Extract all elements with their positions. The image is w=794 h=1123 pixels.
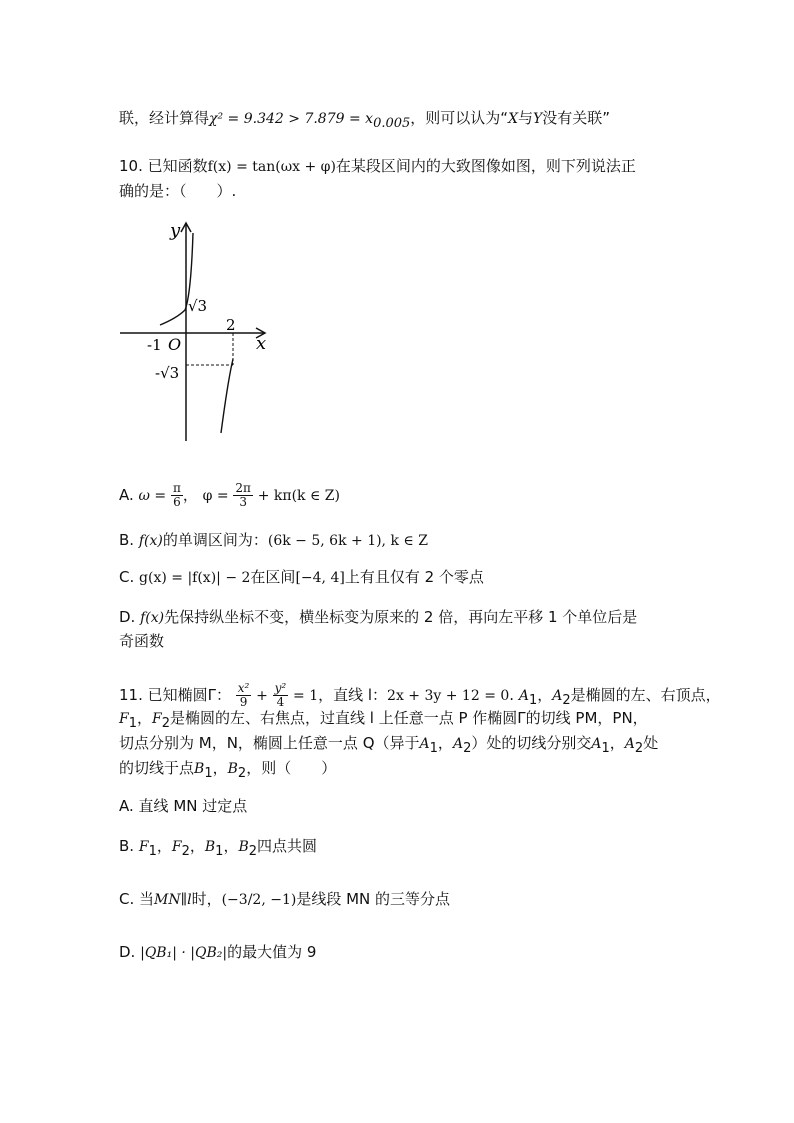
option-letter: A. — [119, 486, 134, 504]
q9-prefix: 联，经计算得 — [119, 109, 210, 127]
sub-1: 1 — [429, 741, 438, 756]
option-c-text1: 在区间 — [250, 568, 296, 586]
q11-stem-line1: 11. 已知椭圆Γ： $\frac{\text{x²}}{9}$ + $\frac{\text{y²}}{4}$ = 1，直线 l：2x + 3y + 12 = 0. $A_1$，$A_2$是椭圆的左、右顶点， — [119, 681, 721, 709]
line-text: ，直线 l： — [318, 686, 388, 704]
omega-label: ω = — [138, 488, 167, 504]
sub-1: 1 — [215, 844, 224, 859]
chi-square-expression: $\chi^2 = 9.342 > 7.879 = x_{0.005}$ — [209, 111, 411, 131]
point-f2: F — [171, 839, 182, 855]
q10-function: f(x) = tan(ωx + φ) — [207, 159, 336, 175]
q10-stem-line2 — [119, 181, 236, 201]
equals-one: = 1 — [293, 688, 319, 704]
q11-text4b: ，则（ ） — [246, 759, 337, 777]
option-d-text1: 先保持纵坐标不变，横坐标变为原来的 2 倍，再向左平移 1 个单位后是 — [164, 608, 638, 626]
option-c-text2: 时， — [191, 890, 222, 908]
q10-number: 10. 已知函数 — [119, 157, 208, 175]
neg-sqrt3-label: -√3 — [155, 364, 180, 382]
line-equation: 2x + 3y + 12 = 0 — [387, 688, 510, 704]
option-c-condition: MN∥l — [154, 892, 192, 908]
option-c-point: (−3/2, −1) — [221, 892, 297, 908]
point-a2: A — [552, 688, 563, 704]
sub-2: 2 — [634, 741, 644, 756]
point-a1: A — [518, 688, 529, 704]
q11-stem-line3: 切点分别为 M，N，椭圆上任意一点 Q（异于$A_1$，$A_2$）处的切线分别交$A_1$，$A_2$处 — [119, 734, 659, 756]
option-letter: D. — [119, 943, 136, 961]
option-letter: A. — [119, 797, 134, 815]
point-b1: B — [194, 761, 205, 777]
option-d-text2: 奇函数 — [119, 632, 165, 650]
q11-text2: 是椭圆的左、右焦点，过直线 l 上任意一点 P 作椭圆Γ的切线 PM，PN， — [170, 709, 648, 727]
q11-text1-end: 是椭圆的左、右顶点， — [570, 686, 721, 704]
ellipse-x-term: $\frac{\text{x²}}{9}$ — [237, 681, 250, 709]
q9-suffix: ，则可以认为“ — [410, 109, 509, 127]
q11-text4a: 的切线于点 — [119, 759, 195, 777]
option-c-function: g(x) = |f(x)| − 2 — [139, 570, 251, 586]
sub-2: 2 — [161, 716, 171, 731]
option-d-text: 的最大值为 9 — [227, 943, 317, 961]
q10-option-b — [119, 530, 428, 551]
q10-option-a — [119, 482, 340, 509]
option-c-interval: [−4, 4] — [295, 570, 345, 586]
point-a1: A — [591, 736, 602, 752]
sub-2: 2 — [237, 766, 247, 781]
option-letter: D. — [119, 608, 136, 626]
q11-stem-line2: $F_1$，$F_2$是椭圆的左、右焦点，过直线 l 上任意一点 P 作椭圆Γ的切线 PM，PN， — [119, 709, 648, 731]
option-letter: C. — [119, 890, 135, 908]
y-axis-label: y — [170, 220, 181, 241]
option-c-text2: 上有且仅有 2 个零点 — [344, 568, 484, 586]
sub-2: 2 — [181, 844, 190, 859]
option-b-interval: (6k − 5, 6k + 1), k ∈ Z — [267, 533, 428, 549]
minus-one-label: -1 — [147, 336, 162, 354]
right-branch-curve — [221, 359, 233, 433]
var-x: X — [508, 111, 519, 127]
option-d-expression: |QB₁| · |QB₂| — [140, 945, 228, 961]
q11-text3a: 切点分别为 M，N，椭圆上任意一点 Q（异于 — [119, 734, 420, 752]
tangent-graph — [115, 215, 275, 447]
sub-1: 1 — [128, 716, 137, 731]
point-b2: B — [227, 761, 238, 777]
sub-2: 2 — [248, 844, 258, 859]
phi-tail: + kπ(k ∈ Z) — [257, 488, 340, 504]
q10-text2: 确的是：（ ）. — [119, 182, 237, 200]
point-b1: B — [204, 839, 216, 855]
sub-1: 1 — [148, 844, 157, 859]
q9-conclusion-line — [119, 108, 610, 134]
option-b-function: f(x) — [138, 533, 163, 549]
plus-sign: + — [256, 688, 268, 704]
point-f1: F — [138, 839, 149, 855]
point-f2: F — [152, 711, 162, 727]
sub-1: 1 — [204, 766, 213, 781]
point-a2: A — [624, 736, 635, 752]
q9-end: 没有关联” — [542, 109, 611, 127]
q10-option-d-line2 — [119, 631, 164, 651]
point-f1: F — [119, 711, 129, 727]
q10-option-d-line1 — [119, 607, 637, 628]
option-letter: B. — [119, 531, 135, 549]
option-d-function: f(x) — [140, 610, 165, 626]
q11-option-c — [119, 889, 450, 910]
sub-1: 1 — [528, 693, 538, 708]
option-letter: B. — [119, 837, 135, 855]
option-a-text: 直线 MN 过定点 — [138, 797, 248, 815]
option-c-text3: 是线段 MN 的三等分点 — [296, 890, 451, 908]
q11-text3b: ）处的切线分别交 — [471, 734, 592, 752]
sub-1: 1 — [601, 741, 610, 756]
q11-option-b: B. $F_1$，$F_2$，$B_1$，$B_2$四点共圆 — [119, 837, 318, 859]
ellipse-y-term: $\frac{\text{y²}}{4}$ — [274, 681, 287, 709]
q10-text1: 在某段区间内的大致图像如图，则下列说法正 — [335, 157, 636, 175]
x-axis-label: x — [256, 333, 267, 354]
q10-option-c — [119, 567, 484, 588]
q10-stem-line1 — [119, 156, 636, 177]
q11-number: 11. 已知椭圆Γ： — [119, 686, 231, 704]
q9-mid: 与 — [518, 109, 534, 127]
point-b2: B — [238, 839, 249, 855]
q11-option-d — [119, 942, 316, 963]
option-c-text1: 当 — [139, 890, 155, 908]
option-b-text: 的单调区间为： — [162, 531, 268, 549]
sqrt3-label: √3 — [188, 297, 208, 315]
phi-fraction: $\frac{2\pi}{3}$ — [235, 481, 251, 509]
omega-fraction: $\frac{\pi}{6}$ — [172, 481, 181, 509]
q11-stem-line4: 的切线于点$B_1$，$B_2$，则（ ） — [119, 759, 337, 781]
sub-2: 2 — [562, 693, 571, 708]
two-label: 2 — [226, 316, 236, 334]
phi-label: φ = — [202, 488, 229, 504]
point-a1: A — [419, 736, 430, 752]
point-a2: A — [452, 736, 464, 752]
q11-option-a — [119, 796, 247, 816]
q11-text3c: 处 — [643, 734, 659, 752]
var-y: Y — [533, 111, 543, 127]
origin-label: O — [168, 335, 182, 354]
option-letter: C. — [119, 568, 135, 586]
option-a-comma: ， — [182, 486, 198, 504]
sub-2: 2 — [463, 741, 472, 756]
option-b-text: 四点共圆 — [257, 837, 318, 855]
